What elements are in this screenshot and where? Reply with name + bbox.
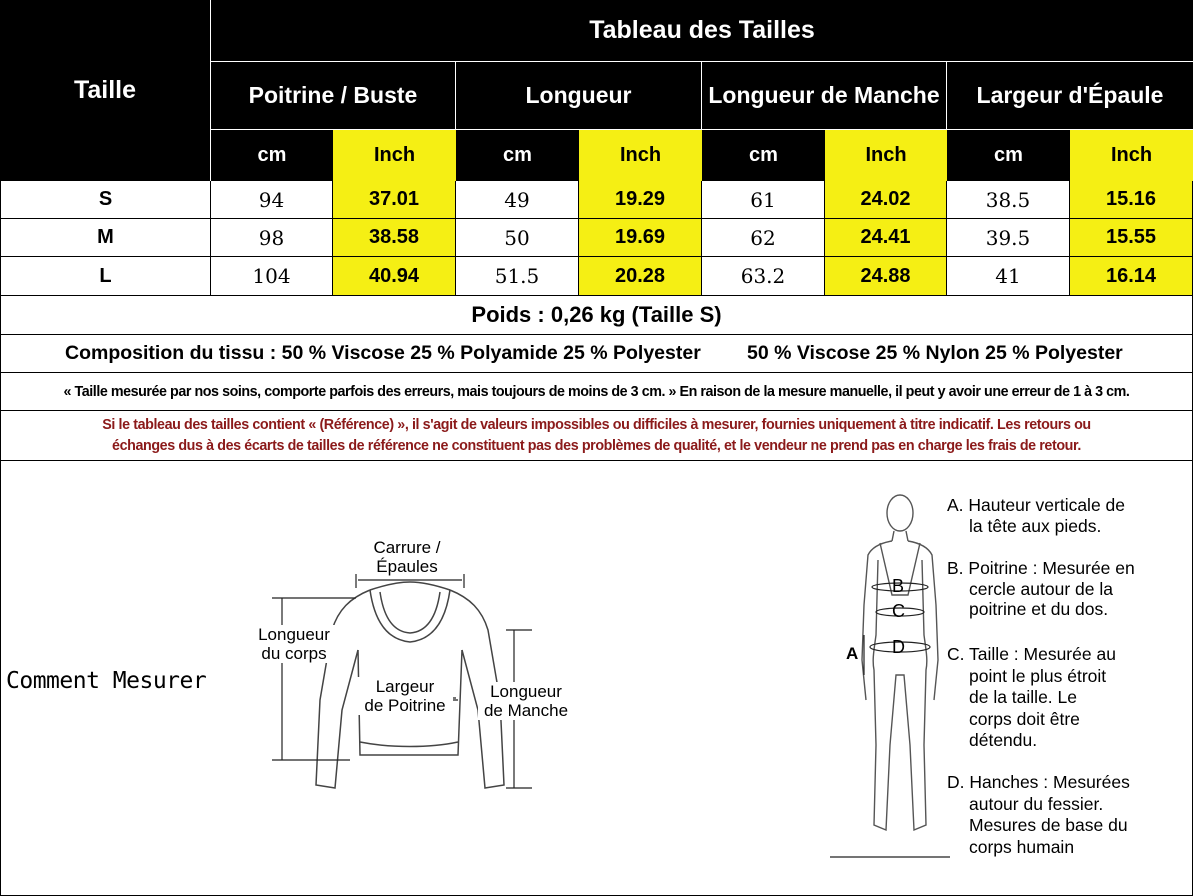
unit-label: Inch: [1110, 144, 1153, 166]
value: 20.28: [614, 264, 666, 287]
unit-label: Inch: [865, 144, 907, 166]
label-line: de Manche: [483, 701, 569, 720]
value-cell-inch: [579, 181, 702, 219]
legend-line: D. Hanches : Mesurées: [947, 772, 1130, 792]
size-label: L: [99, 264, 112, 287]
label-line: Longueur: [258, 625, 330, 644]
unit-header-cm: [211, 130, 333, 181]
value: 40.94: [368, 264, 420, 287]
legend-line: poitrine et du dos.: [969, 599, 1109, 619]
value-cell-cm: [456, 181, 579, 219]
unit-label: cm: [257, 144, 287, 166]
reference-note-row: [0, 411, 1193, 461]
size-cell: [0, 181, 211, 219]
value-cell-inch: [1070, 181, 1193, 219]
composition-text-2: 50 % Viscose 25 % Nylon 25 % Polyester: [747, 342, 1123, 364]
body-figure-diagram: [830, 485, 950, 865]
value-cell-cm: [211, 257, 333, 296]
composition-row: [0, 335, 1193, 373]
label-line: du corps: [261, 644, 327, 663]
legend-a: [947, 495, 1125, 536]
legend-line: détendu.: [969, 730, 1038, 750]
value-cell-cm: [702, 219, 825, 257]
value: 39.5: [985, 225, 1031, 250]
value-cell-inch: [1070, 219, 1193, 257]
value: 24.02: [860, 188, 911, 210]
unit-label: cm: [749, 144, 778, 166]
group-header-length: [456, 62, 702, 130]
value-cell-cm: [456, 219, 579, 257]
value-cell-inch: [333, 219, 456, 257]
value: 19.29: [614, 188, 666, 210]
legend-line: corps humain: [969, 836, 1075, 857]
table-title-text: Tableau des Tailles: [589, 16, 815, 44]
label-line: de Poitrine: [364, 696, 446, 715]
value: 15.16: [1105, 188, 1157, 210]
legend-line: B. Poitrine : Mesurée en: [947, 558, 1135, 578]
legend-line: cercle autour de la: [969, 578, 1113, 599]
value: 19.69: [614, 226, 666, 248]
legend-line: A. Hauteur verticale de: [947, 495, 1126, 515]
body-letter-d: D: [892, 637, 905, 657]
weight-row: [0, 296, 1193, 335]
measurement-note-text: « Taille mesurée par nos soins, comporte parfois des erreurs, mais toujours de moins de 3 cm. » En raison de la mesure manuelle, il peut y avoir une erreur de 1 à 3 cm.: [63, 383, 1130, 400]
group-header-shoulder: [947, 62, 1193, 130]
value: 24.41: [860, 226, 911, 248]
unit-header-cm: [947, 130, 1070, 181]
unit-label: cm: [503, 144, 532, 166]
group-label: Poitrine / Buste: [248, 82, 418, 108]
unit-header-inch: [333, 130, 456, 181]
weight-text: Poids : 0,26 kg (Taille S): [471, 302, 722, 327]
size-column-header: [0, 0, 211, 181]
legend-line: point le plus étroit: [969, 665, 1107, 686]
chest-width-label: [357, 677, 453, 715]
size-cell: [0, 219, 211, 257]
size-header-label: Taille: [73, 76, 137, 104]
unit-label: Inch: [619, 144, 662, 166]
legend-line: de la taille. Le: [969, 687, 1077, 707]
legend-b: [947, 558, 1135, 620]
value: 51.5: [494, 264, 540, 288]
unit-header-cm: [702, 130, 825, 181]
body-letter-a: A: [846, 644, 859, 663]
legend-line: autour du fessier.: [969, 793, 1104, 814]
size-label: S: [98, 188, 113, 210]
value: 63.2: [740, 264, 786, 288]
legend-line: C. Taille : Mesurée au: [947, 644, 1116, 664]
value-cell-cm: [947, 181, 1070, 219]
size-label: M: [97, 226, 114, 248]
legend-d: [947, 772, 1130, 858]
value: 41: [995, 264, 1021, 288]
body-measure-lines: [830, 583, 950, 857]
value-cell-cm: [702, 181, 825, 219]
label-line: Épaules: [376, 557, 438, 576]
label-line: Largeur: [375, 677, 435, 696]
value: 104: [252, 264, 291, 288]
unit-header-cm: [456, 130, 579, 181]
group-label: Largeur d'Épaule: [976, 82, 1164, 108]
value-cell-inch: [1070, 257, 1193, 296]
value-cell-cm: [947, 219, 1070, 257]
value-cell-cm: [947, 257, 1070, 296]
value: 94: [258, 187, 285, 212]
value: 16.14: [1105, 264, 1157, 287]
label-line: Carrure /: [373, 538, 441, 557]
table-title: [211, 0, 1193, 62]
composition-text-1: Composition du tissu : 50 % Viscose 25 % Polyamide 25 % Polyester: [65, 342, 701, 364]
value-cell-inch: [825, 181, 947, 219]
size-cell: [0, 257, 211, 296]
body-letter-c: C: [892, 601, 905, 621]
unit-header-inch: [579, 130, 702, 181]
value: 15.55: [1105, 226, 1157, 248]
legend-line: corps doit être: [969, 708, 1080, 729]
value-cell-cm: [211, 181, 333, 219]
group-label: Longueur: [525, 82, 632, 108]
value: 38.58: [368, 226, 420, 248]
unit-label: cm: [994, 144, 1023, 166]
group-label: Longueur de Manche: [708, 82, 940, 108]
value: 98: [258, 225, 285, 250]
value: 50: [504, 225, 530, 250]
reference-note-line-1: Si le tableau des tailles contient « (Référence) », il s'agit de valeurs impossibles ou difficiles à mesurer, fournies uniquement à titre indicatif. Les retours ou: [102, 417, 1091, 433]
group-header-chest: [211, 62, 456, 130]
label-line: Longueur: [490, 682, 562, 701]
how-to-measure-label: Comment Mesurer: [6, 668, 207, 694]
value: 62: [750, 225, 776, 250]
value: 49: [504, 187, 530, 212]
value-cell-cm: [211, 219, 333, 257]
body-outline: [862, 495, 938, 830]
value: 37.01: [368, 188, 420, 210]
shoulder-label: [355, 538, 459, 576]
value-cell-inch: [333, 181, 456, 219]
sleeve-length-label: [478, 682, 574, 720]
value-cell-cm: [702, 257, 825, 296]
body-letter-b: B: [892, 576, 905, 596]
value-cell-cm: [456, 257, 579, 296]
legend-line: Mesures de base du: [969, 815, 1128, 835]
value-cell-inch: [825, 257, 947, 296]
value: 61: [750, 187, 776, 212]
unit-header-inch: [1070, 130, 1193, 181]
legend-line: la tête aux pieds.: [969, 515, 1102, 536]
body-length-label: [248, 625, 340, 663]
value: 38.5: [985, 187, 1031, 212]
value-cell-inch: [333, 257, 456, 296]
measurement-note-row: [0, 373, 1193, 411]
value-cell-inch: [825, 219, 947, 257]
value-cell-inch: [579, 219, 702, 257]
unit-header-inch: [825, 130, 947, 181]
value: 24.88: [860, 264, 911, 287]
legend-c: [947, 644, 1116, 752]
group-header-sleeve: [702, 62, 947, 130]
reference-note-line-2: échanges dus à des écarts de tailles de référence ne constituent pas des problèmes de qualité, et le vendeur ne prend pas en charge les frais de retour.: [112, 438, 1081, 454]
unit-label: Inch: [373, 144, 416, 166]
value-cell-inch: [579, 257, 702, 296]
